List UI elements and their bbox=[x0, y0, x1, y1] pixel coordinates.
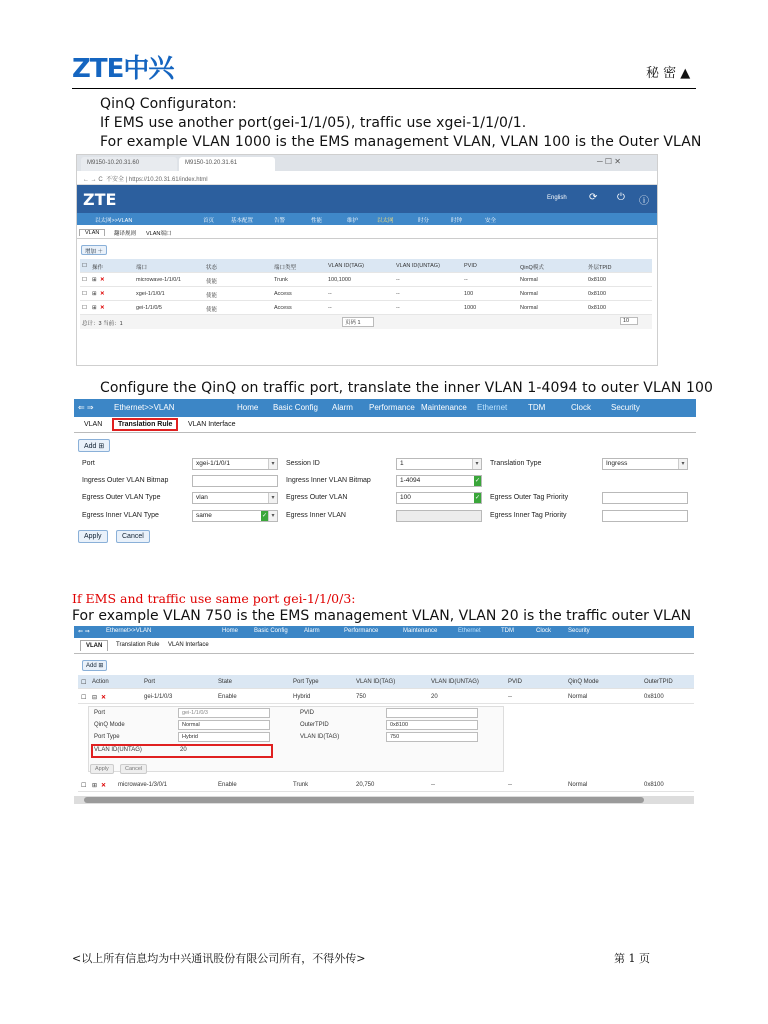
cell: 100,1000 bbox=[328, 277, 351, 283]
delete-icon[interactable]: ✕ bbox=[100, 291, 105, 297]
cell: 使能 bbox=[206, 307, 218, 313]
egress-inner-vlan-label: Egress Inner VLAN bbox=[286, 512, 346, 519]
nav-item[interactable]: Performance bbox=[369, 403, 415, 412]
cell: -- bbox=[328, 305, 332, 311]
add-icon: ＋ bbox=[97, 249, 104, 255]
cell: xgei-1/1/0/1 bbox=[136, 291, 165, 297]
row-checkbox[interactable]: ☐ bbox=[81, 783, 87, 789]
cell: -- bbox=[396, 277, 400, 283]
tab-translation-rule[interactable]: Translation Rule bbox=[112, 418, 178, 431]
collapse-icon[interactable]: ⊟ bbox=[92, 695, 98, 701]
cell: Normal bbox=[568, 694, 588, 700]
cell: gei-1/1/0/5 bbox=[136, 305, 162, 311]
chevron-down-icon: ▾ bbox=[472, 459, 481, 469]
table-header bbox=[78, 675, 694, 689]
page-size-selector[interactable]: 10 bbox=[620, 317, 638, 325]
main-nav bbox=[77, 213, 657, 225]
egress-outer-type-select[interactable]: vlan ▾ bbox=[192, 492, 278, 504]
cell: Normal bbox=[520, 291, 538, 297]
column-header: OuterTPID bbox=[644, 679, 673, 685]
column-header: PVID bbox=[508, 679, 523, 685]
nav-item[interactable]: Performance bbox=[344, 628, 379, 634]
tab-vlan[interactable]: VLAN bbox=[84, 421, 103, 428]
nav-arrows-icon[interactable]: ← → C bbox=[83, 177, 103, 183]
zte-logo: ZTE中兴 bbox=[72, 54, 174, 84]
table-row bbox=[80, 287, 652, 301]
translate-instruction: Configure the QinQ on traffic port, translate the inner VLAN 1-4094 to outer VLAN 100 bbox=[100, 380, 713, 396]
add-button[interactable]: Add ⊞ bbox=[82, 660, 107, 671]
cell: Trunk bbox=[293, 782, 309, 788]
column-header: 外层TPID bbox=[588, 265, 612, 271]
vlan-tabs bbox=[74, 638, 694, 654]
cell: -- bbox=[396, 291, 400, 297]
back-forward-icon[interactable]: ⇐ ⇒ bbox=[78, 629, 90, 635]
address-bar[interactable] bbox=[77, 171, 657, 185]
ingress-inner-bitmap-label: Ingress Inner VLAN Bitmap bbox=[286, 477, 371, 484]
table-row bbox=[80, 273, 652, 287]
scrollbar-thumb[interactable] bbox=[84, 797, 644, 803]
nav-item-active[interactable]: 以太网 bbox=[377, 218, 394, 224]
egress-inner-type-label: Egress Inner VLAN Type bbox=[82, 512, 159, 519]
nav-item[interactable]: Basic Config bbox=[254, 628, 288, 634]
vlan-tabs bbox=[74, 417, 696, 433]
egress-outer-type-label: Egress Outer VLAN Type bbox=[82, 494, 161, 501]
vlan-table bbox=[80, 259, 652, 329]
delete-icon[interactable]: ✕ bbox=[100, 305, 105, 311]
row-checkbox[interactable]: ☐ bbox=[82, 277, 87, 283]
window-controls-icon[interactable]: ─ ☐ ✕ bbox=[597, 157, 621, 166]
intro-title: QinQ Configuraton: bbox=[100, 96, 237, 112]
nav-item[interactable]: 维护 bbox=[347, 218, 359, 224]
expand-icon[interactable]: ⊞ bbox=[92, 277, 97, 283]
column-header: 操作 bbox=[92, 265, 104, 271]
column-header: State bbox=[218, 679, 233, 685]
nav-item[interactable]: TDM bbox=[528, 403, 546, 412]
nav-item[interactable]: TDM bbox=[501, 628, 514, 634]
qinq-mode-select[interactable]: Normal bbox=[178, 720, 270, 730]
valid-check-icon: ✓ bbox=[474, 495, 481, 501]
table-row bbox=[80, 301, 652, 315]
brand-logo: ZTE bbox=[83, 190, 117, 209]
egress-outer-priority-label: Egress Outer Tag Priority bbox=[490, 494, 569, 501]
cell: 20 bbox=[431, 694, 438, 700]
table-row bbox=[78, 778, 694, 792]
column-header: Port Type bbox=[293, 679, 319, 685]
chevron-down-icon: ▾ bbox=[268, 493, 277, 503]
pvid-input[interactable] bbox=[386, 708, 478, 718]
screenshot-translation-rule bbox=[74, 399, 696, 552]
row-checkbox[interactable]: ☐ bbox=[81, 695, 87, 701]
nav-item[interactable]: 告警 bbox=[274, 218, 286, 224]
port-label: Port bbox=[94, 710, 106, 716]
cancel-button[interactable]: Cancel bbox=[116, 530, 150, 543]
cell: 使能 bbox=[206, 293, 218, 299]
nav-item[interactable]: 基本配置 bbox=[231, 218, 254, 224]
nav-item[interactable]: Home bbox=[222, 628, 239, 634]
column-header: QinQ Mode bbox=[568, 679, 599, 685]
valid-check-icon: ✓ bbox=[474, 478, 481, 484]
column-header: VLAN ID(TAG) bbox=[356, 679, 396, 685]
intro-line-2: If EMS use another port(gei-1/1/05), traffic use xgei-1/1/0/1. bbox=[100, 115, 527, 131]
nav-item[interactable]: 安全 bbox=[485, 218, 497, 224]
breadcrumb: Ethernet>>VLAN bbox=[106, 628, 152, 634]
tab-vlan[interactable]: VLAN bbox=[79, 229, 105, 236]
screenshot-chinese-vlan bbox=[76, 154, 658, 366]
cell: Trunk bbox=[274, 277, 288, 283]
nav-item[interactable]: Home bbox=[237, 403, 259, 412]
same-port-example: For example VLAN 750 is the EMS management VLAN, VLAN 20 is the traffic outer VLAN bbox=[72, 608, 692, 624]
session-id-select[interactable]: 1 ▾ bbox=[396, 458, 482, 470]
expand-icon[interactable]: ⊞ bbox=[92, 291, 97, 297]
confidentiality-label: 秘 密 ▲ bbox=[646, 66, 691, 81]
tab-vlan-port[interactable]: VLAN端口 bbox=[146, 231, 172, 237]
column-header: Action bbox=[92, 679, 109, 685]
nav-item[interactable]: 首页 bbox=[203, 218, 215, 224]
tab-vlan-interface[interactable]: VLAN Interface bbox=[188, 421, 236, 428]
main-nav bbox=[74, 626, 694, 638]
column-header: Port bbox=[144, 679, 156, 685]
nav-item[interactable]: Security bbox=[611, 403, 640, 412]
egress-inner-priority-label: Egress Inner Tag Priority bbox=[490, 512, 567, 519]
cell: -- bbox=[464, 277, 468, 283]
add-button[interactable]: 增加 ＋ bbox=[81, 245, 107, 255]
nav-item[interactable]: Clock bbox=[571, 403, 592, 412]
cell: Access bbox=[274, 291, 292, 297]
column-header: 状态 bbox=[206, 265, 218, 271]
column-header: 端口 bbox=[136, 265, 148, 271]
delete-icon[interactable]: ✕ bbox=[101, 783, 107, 789]
vlan-untag-label: VLAN ID(UNTAG) bbox=[94, 747, 142, 753]
cell: -- bbox=[328, 291, 332, 297]
cell: 0x8100 bbox=[588, 277, 607, 283]
breadcrumb: 以太网>>VLAN bbox=[95, 218, 133, 224]
port-select[interactable]: xgei-1/1/0/1 ▾ bbox=[192, 458, 278, 470]
port-type-select[interactable]: Hybrid bbox=[178, 732, 270, 742]
cell: Normal bbox=[520, 277, 538, 283]
pvid-label: PVID bbox=[300, 710, 315, 716]
cell: 100 bbox=[464, 291, 474, 297]
delete-icon[interactable]: ✕ bbox=[101, 695, 107, 701]
row-checkbox[interactable]: ☐ bbox=[82, 291, 87, 297]
egress-inner-priority-input[interactable] bbox=[602, 510, 688, 522]
total-count: 总计：3 当前：1 bbox=[82, 321, 123, 327]
vlan-tag-input[interactable]: 750 bbox=[386, 732, 478, 742]
ingress-outer-bitmap-input[interactable] bbox=[192, 475, 278, 487]
cell: 1000 bbox=[464, 305, 477, 311]
chevron-down-icon: ▾ bbox=[268, 511, 277, 521]
select-all-checkbox[interactable]: ☐ bbox=[81, 680, 87, 686]
same-port-heading: If EMS and traffic use same port gei-1/1/0/3: bbox=[72, 591, 356, 606]
translation-type-select[interactable]: Ingress ▾ bbox=[602, 458, 688, 470]
cell: -- bbox=[396, 305, 400, 311]
nav-item[interactable]: Clock bbox=[536, 628, 552, 634]
ingress-inner-bitmap-input[interactable]: 1-4094 ✓ bbox=[396, 475, 482, 487]
cell: -- bbox=[508, 694, 512, 700]
browser-tab-strip bbox=[77, 155, 657, 171]
vlan-subtabs bbox=[77, 225, 657, 239]
cell: gei-1/1/0/3 bbox=[144, 694, 173, 700]
chevron-down-icon: ▾ bbox=[678, 459, 687, 469]
add-icon: ⊞ bbox=[98, 443, 105, 450]
outer-tpid-select[interactable]: 0x8100 bbox=[386, 720, 478, 730]
add-icon: ⊞ bbox=[98, 663, 104, 669]
column-header: QinQ模式 bbox=[520, 265, 544, 271]
cell: 0x8100 bbox=[644, 782, 664, 788]
port-field: gei-1/1/0/3 bbox=[178, 708, 270, 718]
table-footer bbox=[80, 315, 652, 329]
table-row bbox=[78, 690, 694, 704]
logout-icon[interactable]: ⏻ bbox=[617, 192, 625, 203]
cell: -- bbox=[431, 782, 435, 788]
egress-inner-vlan-input bbox=[396, 510, 482, 522]
port-label: Port bbox=[82, 460, 95, 467]
egress-inner-type-select[interactable]: same ✓ ▾ bbox=[192, 510, 278, 522]
breadcrumb: Ethernet>>VLAN bbox=[114, 403, 175, 412]
language-selector[interactable]: English bbox=[547, 195, 567, 201]
nav-item[interactable]: Security bbox=[568, 628, 590, 634]
tab-vlan[interactable]: VLAN bbox=[80, 640, 108, 651]
qinq-mode-label: QinQ Mode bbox=[94, 722, 125, 728]
delete-icon[interactable]: ✕ bbox=[100, 277, 105, 283]
cell: 750 bbox=[356, 694, 367, 700]
cell: Normal bbox=[568, 782, 588, 788]
cell: Normal bbox=[520, 305, 538, 311]
row-checkbox[interactable]: ☐ bbox=[82, 305, 87, 311]
address-text: 不安全 | https://10.20.31.61/index.html bbox=[106, 177, 208, 183]
translation-type-label: Translation Type bbox=[490, 460, 542, 467]
info-icon[interactable]: ⓘ bbox=[639, 196, 649, 207]
nav-item[interactable]: Alarm bbox=[332, 403, 353, 412]
cancel-button[interactable]: Cancel bbox=[120, 764, 147, 774]
nav-item[interactable]: 时钟 bbox=[451, 218, 463, 224]
chevron-down-icon: ▾ bbox=[268, 459, 277, 469]
expand-icon[interactable]: ⊞ bbox=[92, 783, 98, 789]
column-header: 端口类型 bbox=[274, 265, 297, 271]
main-nav bbox=[74, 399, 696, 417]
nav-item[interactable]: Maintenance bbox=[421, 403, 467, 412]
footer-notice: <以上所有信息均为中兴通讯股份有限公司所有，不得外传> bbox=[72, 952, 366, 965]
column-header: VLAN ID(UNTAG) bbox=[396, 263, 440, 269]
browser-tab-active[interactable]: M9150-10.20.31.61 bbox=[179, 157, 275, 171]
cell: Enable bbox=[218, 782, 237, 788]
browser-tab[interactable]: M9150-10.20.31.60 bbox=[81, 157, 177, 171]
tab-translation[interactable]: 翻译规则 bbox=[114, 231, 137, 237]
nav-item[interactable]: Alarm bbox=[304, 628, 320, 634]
header-divider bbox=[72, 88, 696, 89]
column-header: PVID bbox=[464, 263, 477, 269]
cell: -- bbox=[508, 782, 512, 788]
cell: 20,750 bbox=[356, 782, 375, 788]
cell: microwave-1/1/0/1 bbox=[136, 277, 181, 283]
cell: 0x8100 bbox=[644, 694, 664, 700]
cell: Access bbox=[274, 305, 292, 311]
tab-translation-rule[interactable]: Translation Rule bbox=[116, 642, 160, 648]
egress-outer-vlan-label: Egress Outer VLAN bbox=[286, 494, 348, 501]
ingress-outer-bitmap-label: Ingress Outer VLAN Bitmap bbox=[82, 477, 169, 484]
egress-outer-priority-input[interactable] bbox=[602, 492, 688, 504]
add-button[interactable]: Add ⊞ bbox=[78, 439, 110, 452]
app-banner bbox=[77, 185, 657, 213]
intro-line-3: For example VLAN 1000 is the EMS management VLAN, VLAN 100 is the Outer VLAN bbox=[100, 134, 702, 150]
nav-item[interactable]: 时分 bbox=[418, 218, 430, 224]
nav-item[interactable]: Maintenance bbox=[403, 628, 438, 634]
session-id-label: Session ID bbox=[286, 460, 320, 467]
horizontal-scrollbar[interactable] bbox=[74, 796, 694, 804]
nav-item[interactable]: 性能 bbox=[311, 218, 323, 224]
vlan-tag-label: VLAN ID(TAG) bbox=[300, 734, 340, 740]
expand-icon[interactable]: ⊞ bbox=[92, 305, 97, 311]
valid-check-icon: ✓ bbox=[261, 513, 268, 519]
vlan-untag-value[interactable]: 20 bbox=[180, 747, 187, 753]
cell: microwave-1/3/0/1 bbox=[118, 782, 168, 788]
cell: 0x8100 bbox=[588, 305, 607, 311]
cell: 0x8100 bbox=[588, 291, 607, 297]
table-header bbox=[80, 259, 652, 273]
cell: Hybrid bbox=[293, 694, 311, 700]
nav-item[interactable]: Basic Config bbox=[273, 403, 318, 412]
column-header: VLAN ID(UNTAG) bbox=[431, 679, 479, 685]
apply-button[interactable]: Apply bbox=[78, 530, 108, 543]
screenshot-vlan-edit bbox=[74, 626, 694, 806]
cell: 使能 bbox=[206, 279, 218, 285]
apply-button[interactable]: Apply bbox=[90, 764, 114, 774]
cell: Enable bbox=[218, 694, 237, 700]
nav-item-active[interactable]: Ethernet bbox=[477, 403, 508, 412]
select-all-checkbox[interactable]: ☐ bbox=[82, 263, 87, 269]
page-selector[interactable]: 页码 1 bbox=[342, 317, 374, 327]
egress-outer-vlan-input[interactable]: 100 ✓ bbox=[396, 492, 482, 504]
refresh-icon[interactable]: ⟳ bbox=[589, 192, 598, 203]
tab-vlan-interface[interactable]: VLAN Interface bbox=[168, 642, 209, 648]
port-type-label: Port Type bbox=[94, 734, 120, 740]
column-header: VLAN ID(TAG) bbox=[328, 263, 364, 269]
outer-tpid-label: OuterTPID bbox=[300, 722, 329, 728]
back-forward-icon[interactable]: ⇐ ⇒ bbox=[78, 403, 94, 412]
nav-item-active[interactable]: Ethernet bbox=[458, 628, 481, 634]
page-number: 第 1 页 bbox=[614, 952, 650, 965]
